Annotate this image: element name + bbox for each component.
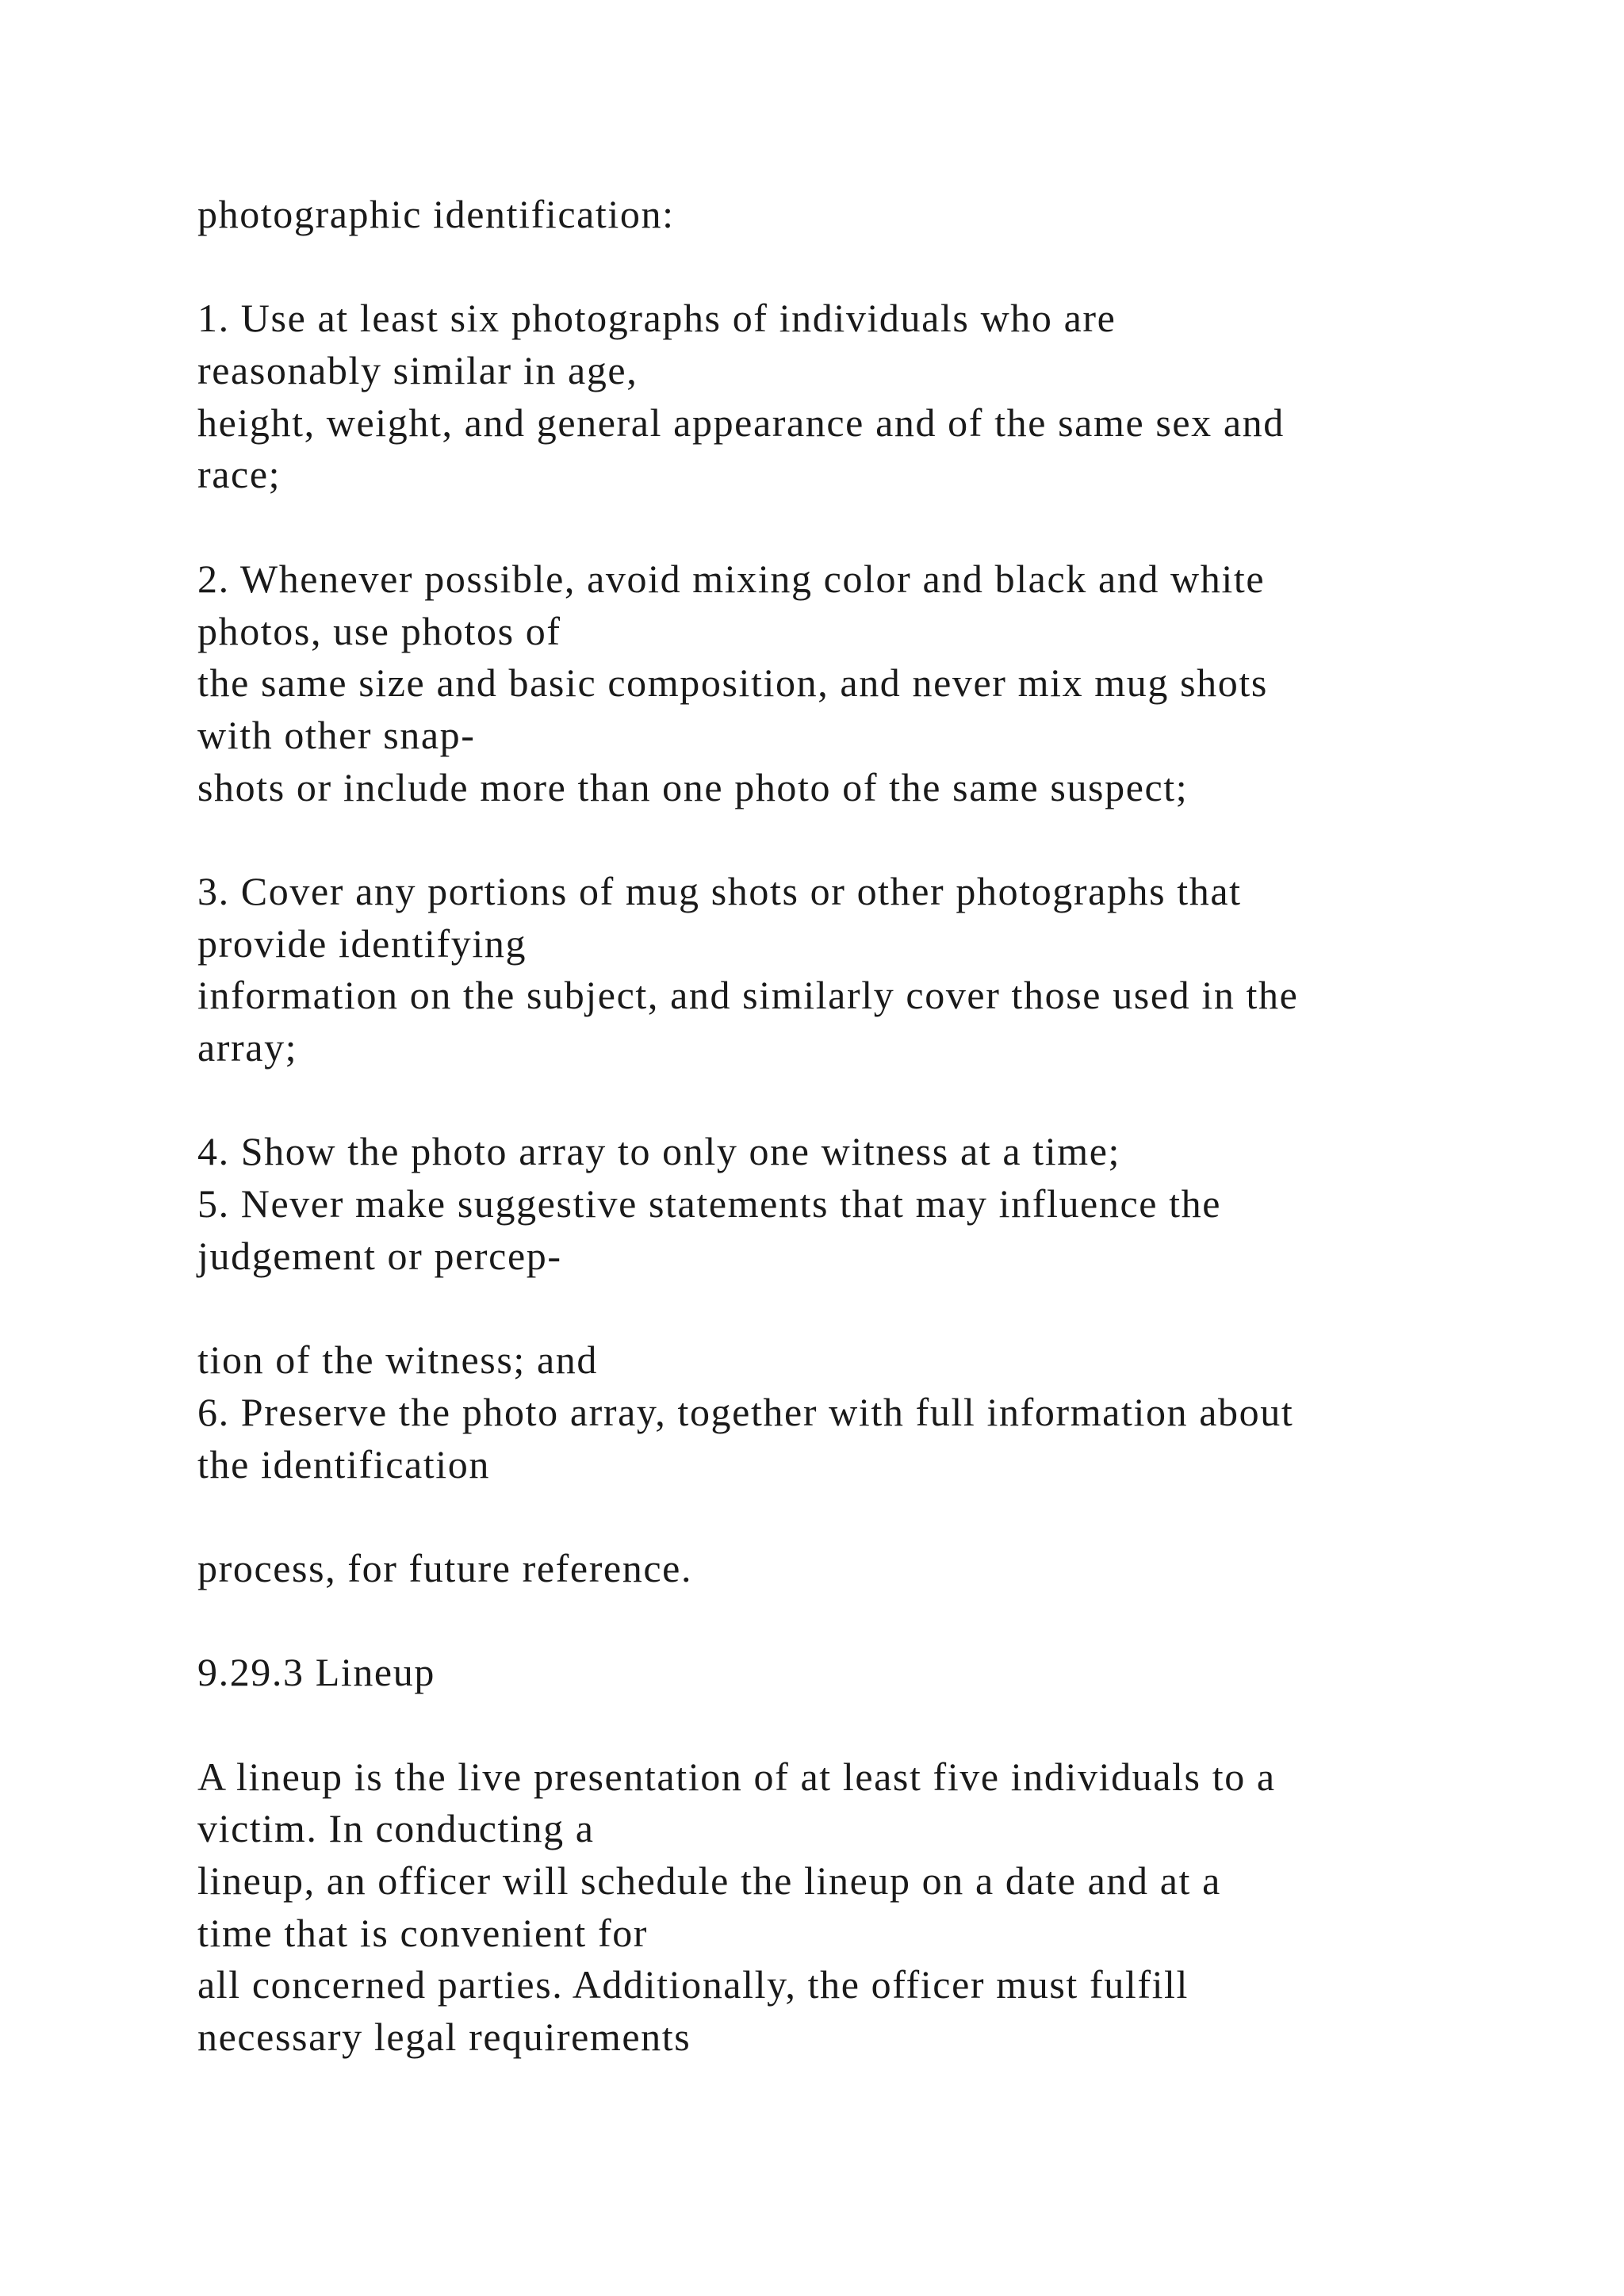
text-line: all concerned parties. Additionally, the officer must fulfill [197, 1962, 1189, 2007]
text-line: race; [197, 452, 282, 497]
text-line: shots or include more than one photo of the same suspect; [197, 764, 1189, 809]
text-line [197, 1595, 1466, 1647]
text-line: photographic identification: [197, 192, 675, 236]
text-line: A lineup is the live presentation of at least five individuals to a [197, 1754, 1276, 1799]
text-line: information on the subject, and similarly cover those used in the [197, 973, 1299, 1018]
text-line: victim. In conducting a [197, 1806, 595, 1851]
text-line [197, 813, 1466, 866]
document-body [197, 189, 1466, 2064]
text-line: necessary legal requirements [197, 2015, 691, 2060]
text-line [197, 1074, 1466, 1127]
text-line: 5. Never make suggestive statements that may influence the [197, 1181, 1222, 1226]
text-line: provide identifying [197, 920, 527, 966]
text-line: array; [197, 1025, 298, 1070]
text-line: with other snap- [197, 712, 476, 757]
text-line: 4. Show the photo array to only one witness at a time; [197, 1129, 1120, 1174]
text-line [197, 1699, 1466, 1751]
text-line: the identification [197, 1441, 490, 1487]
text-line [197, 1490, 1466, 1543]
text-line: process, for future reference. [197, 1545, 693, 1590]
text-line [197, 241, 1466, 293]
text-line: reasonably similar in age, [197, 348, 638, 393]
text-line: lineup, an officer will schedule the lineup on a date and at a [197, 1858, 1221, 1903]
text-line: 2. Whenever possible, avoid mixing color and black and white [197, 556, 1266, 601]
text-line: photos, use photos of [197, 608, 561, 653]
section-heading: 9.29.3 Lineup [197, 1650, 435, 1695]
text-line: 3. Cover any portions of mug shots or other photographs that [197, 868, 1242, 913]
text-line: 6. Preserve the photo array, together with full information about [197, 1389, 1294, 1434]
text-line: time that is convenient for [197, 1910, 649, 1955]
text-line [197, 1282, 1466, 1334]
text-line: the same size and basic composition, and never mix mug shots [197, 660, 1268, 706]
text-line: 1. Use at least six photographs of individuals who are [197, 296, 1116, 341]
text-line: tion of the witness; and [197, 1337, 599, 1383]
text-line: judgement or percep- [197, 1233, 562, 1278]
text-line: height, weight, and general appearance and of the same sex and [197, 400, 1285, 445]
text-line [197, 501, 1466, 553]
